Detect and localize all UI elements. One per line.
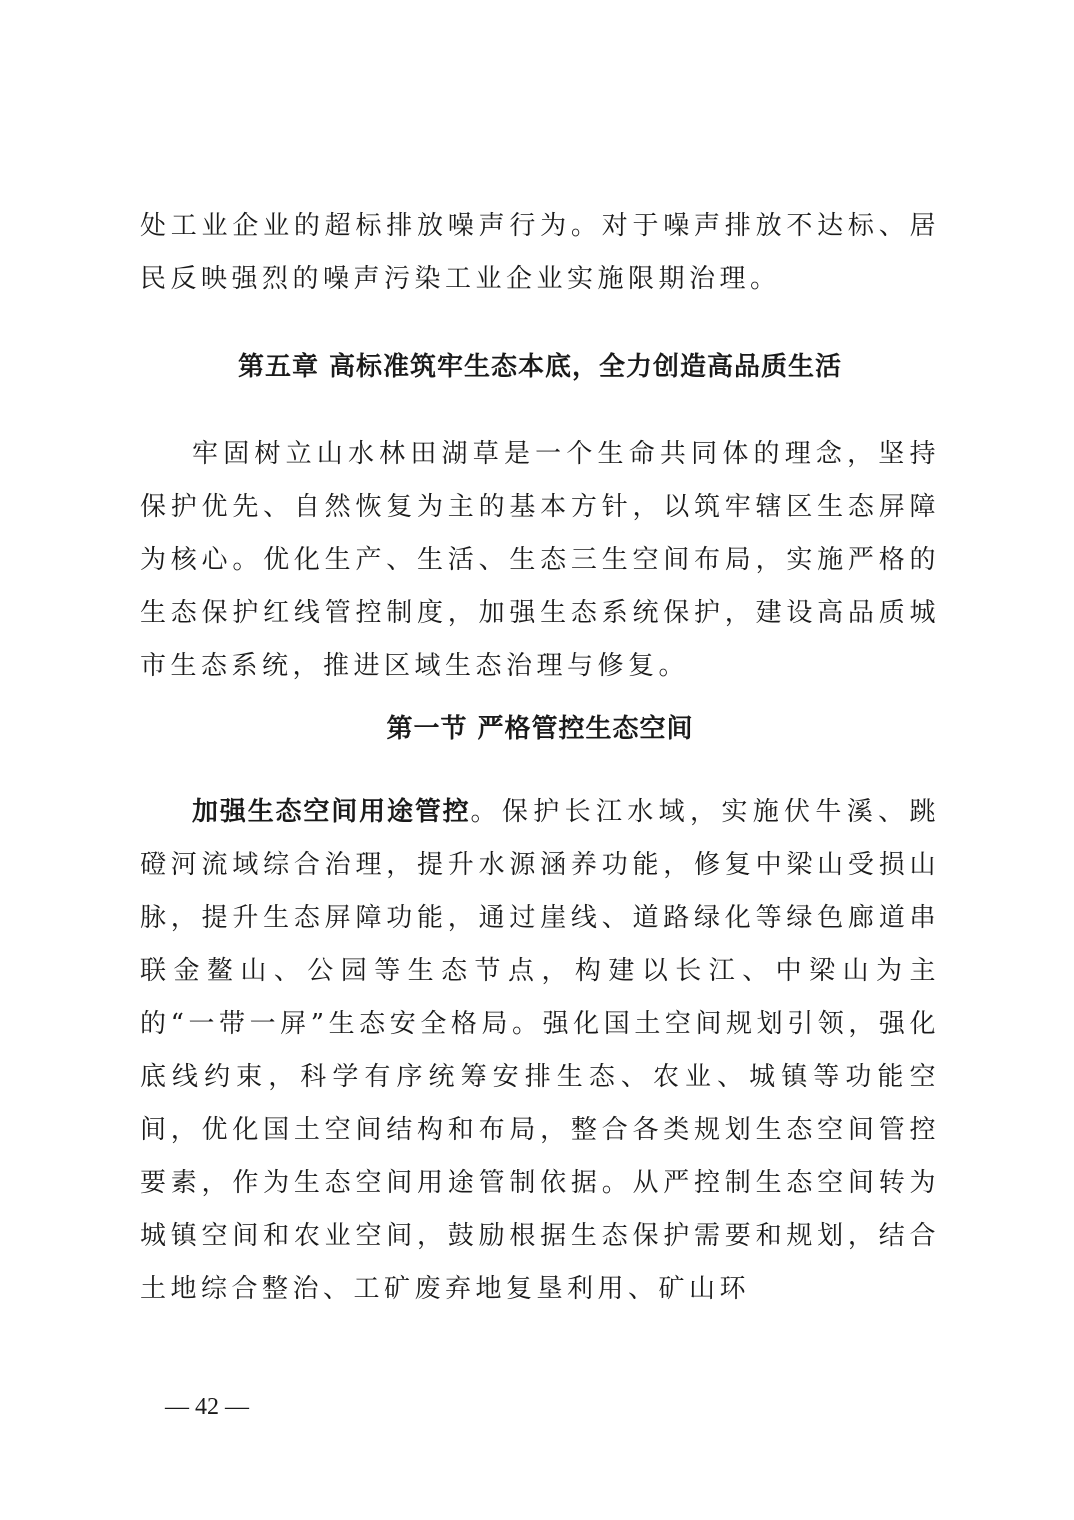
section-paragraph (140, 786, 940, 1316)
section-title: 第一节 严格管控生态空间 (386, 714, 694, 744)
paragraph-continued: 处工业企业的超标排放噪声行为。对于噪声排放不达标、居民反映强烈的噪声污染工业企业实施限期治理。 (140, 211, 940, 294)
chapter-intro-paragraph: 牢固树立山水林田湖草是一个生命共同体的理念，坚持保护优先、自然恢复为主的基本方针，以筑牢辖区生态屏障为核心。优化生产、生活、生态三生空间布局，实施严格的生态保护红线管控制度，加强生态系统保护，建设高品质城市生态系统，推进区域生态治理与修复。 (140, 439, 940, 681)
chapter-title: 第五章 高标准筑牢生态本底，全力创造高品质生活 (237, 352, 843, 382)
page-number: — 42 — (165, 1394, 249, 1420)
document-body (140, 200, 940, 1316)
section-lead-phrase: 加强生态空间用途管控 (192, 797, 471, 827)
section-body-text: 。保护长江水域，实施伏牛溪、跳磴河流域综合治理，提升水源涵养功能，修复中梁山受损山脉，提升生态屏障功能，通过崖线、道路绿化等绿色廊道串联金鳌山、公园等生态节点，构建以长江、中梁山为主的“一带一屏”生态安全格局。强化国土空间规划引领，强化底线约束，科学有序统筹安排生态、农业、城镇等功能空间，优化国土空间结构和布局，整合各类规划生态空间管控要素，作为生态空间用途管制依据。从严控制生态空间转为城镇空间和农业空间，鼓励根据生态保护需要和规划，结合土地综合整治、工矿废弃地复垦利用、矿山环 (140, 797, 940, 1304)
